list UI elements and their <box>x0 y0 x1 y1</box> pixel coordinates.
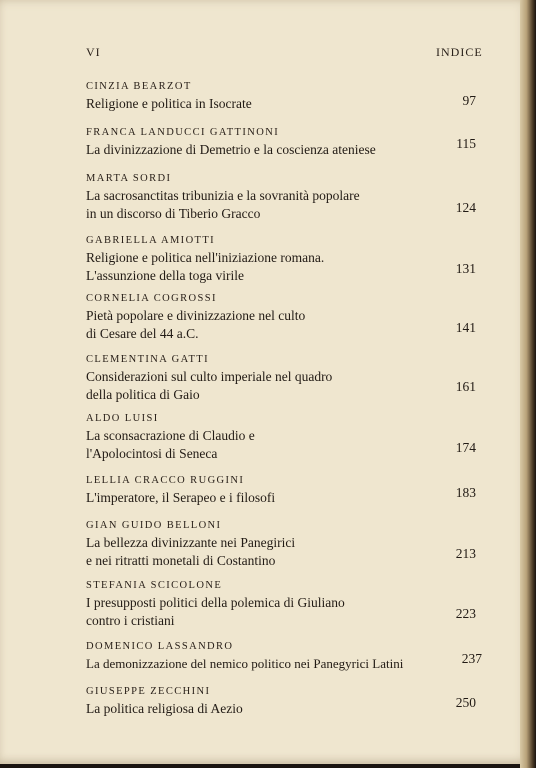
entry-author: GIUSEPPE ZECCHINI <box>86 686 211 697</box>
toc-entry <box>86 520 480 570</box>
page-number-header: VI <box>86 45 101 59</box>
toc-entry <box>86 293 480 343</box>
entry-author: FRANCA LANDUCCI GATTINONI <box>86 127 280 138</box>
entry-title-line: La demonizzazione del nemico politico nei Panegyrici Latini <box>86 656 404 671</box>
entry-title-line: contro i cristiani <box>86 613 175 628</box>
entry-page-number: 115 <box>456 136 476 151</box>
entry-author: CLEMENTINA GATTI <box>86 354 210 365</box>
entry-title-line: di Cesare del 44 a.C. <box>86 326 199 341</box>
section-header: INDICE <box>436 45 483 59</box>
entry-author: CINZIA BEARZOT <box>86 81 192 92</box>
entry-page-number: 237 <box>461 651 482 666</box>
toc-entry <box>86 127 480 159</box>
entry-page-number: 124 <box>455 200 476 215</box>
entry-title-line: in un discorso di Tiberio Gracco <box>86 206 261 221</box>
entry-title-line: La divinizzazione di Demetrio e la coscienza ateniese <box>86 142 376 157</box>
toc-entry <box>86 413 480 463</box>
entry-page-number: 161 <box>455 379 476 394</box>
entry-author: CORNELIA COGROSSI <box>86 293 217 304</box>
entry-title-line: Considerazioni sul culto imperiale nel quadro <box>86 369 333 384</box>
entry-title-line: L'imperatore, il Serapeo e i filosofi <box>86 490 276 505</box>
entry-author: ALDO LUISI <box>86 413 159 424</box>
entry-title-line: La sconsacrazione di Claudio e <box>86 428 255 443</box>
toc-entry <box>86 354 480 404</box>
entry-page-number: 97 <box>462 93 476 108</box>
entry-title-line: e nei ritratti monetali di Costantino <box>86 553 276 568</box>
entry-page-number: 131 <box>455 261 476 276</box>
entry-author: LELLIA CRACCO RUGGINI <box>86 475 245 486</box>
entry-title-line: La politica religiosa di Aezio <box>86 701 243 716</box>
entry-title-line: La bellezza divinizzante nei Panegirici <box>86 535 296 550</box>
page-edge <box>520 0 536 768</box>
entry-title-line: della politica di Gaio <box>86 387 200 402</box>
entry-title-line: Pietà popolare e divinizzazione nel culto <box>86 308 306 323</box>
entry-page-number: 141 <box>455 320 476 335</box>
entry-author: MARTA SORDI <box>86 173 172 184</box>
entry-page-number: 213 <box>455 546 476 561</box>
entry-page-number: 174 <box>455 440 476 455</box>
toc-entry <box>86 475 480 507</box>
entry-author: DOMENICO LASSANDRO <box>86 641 234 652</box>
entry-title-line: Religione e politica in Isocrate <box>86 96 252 111</box>
entry-page-number: 250 <box>455 695 476 710</box>
entry-title-line: l'Apolocintosi di Seneca <box>86 446 218 461</box>
toc-entry <box>86 173 480 223</box>
entry-title-line: Religione e politica nell'iniziazione romana. <box>86 250 325 265</box>
entry-author: STEFANIA SCICOLONE <box>86 580 223 591</box>
toc-entry <box>86 580 480 630</box>
entry-page-number: 183 <box>455 485 476 500</box>
toc-entry <box>86 235 480 285</box>
entry-title-line: La sacrosanctitas tribunizia e la sovranità popolare <box>86 188 360 203</box>
toc-entry <box>86 641 480 673</box>
entry-page-number: 223 <box>455 606 476 621</box>
entry-author: GIAN GUIDO BELLONI <box>86 520 222 531</box>
entry-title-line: L'assunzione della toga virile <box>86 268 245 283</box>
entry-author: GABRIELLA AMIOTTI <box>86 235 216 246</box>
toc-entry <box>86 81 480 113</box>
toc-entry <box>86 686 480 718</box>
entry-title-line: I presupposti politici della polemica di Giuliano <box>86 595 345 610</box>
